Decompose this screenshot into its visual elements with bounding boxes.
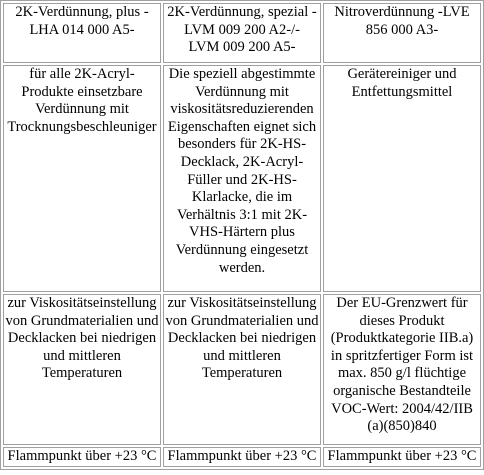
table-row-descriptions bbox=[3, 65, 481, 292]
cell-description-plus bbox=[3, 65, 161, 292]
cell-text: Nitroverdünnung -LVE 856 000 A3- bbox=[334, 4, 470, 38]
cell-text: zur Viskositätseinstellung von Grundmaterialien und Decklacken bei niedrigen und mittleren Temperaturen bbox=[165, 295, 319, 382]
cell-flashpoint-spezial bbox=[163, 447, 321, 467]
cell-flashpoint-nitro bbox=[323, 447, 481, 467]
cell-description-spezial bbox=[163, 65, 321, 292]
cell-usage-nitro bbox=[323, 294, 481, 445]
table-row-usage bbox=[3, 294, 481, 445]
cell-text: Die speziell abgestimmte Verdünnung mit viskositätsreduzierenden Eigenschaften eignet sich besonders für 2K-HS- Decklack, 2K-Acryl- Füller und 2K-HS- Klarlacke, die im Verhältnis 3:1 mit 2K- VHS-Härtern plus Verdünnung eingesetzt werden. bbox=[167, 66, 317, 276]
cell-product-name-plus bbox=[3, 3, 161, 63]
table-row-flashpoint bbox=[3, 447, 481, 467]
cell-text: Flammpunkt über +23 °C bbox=[167, 448, 317, 464]
cell-text: für alle 2K-Acryl- Produkte einsetzbare Verdünnung mit Trocknungsbeschleuniger bbox=[7, 66, 157, 135]
cell-description-nitro bbox=[323, 65, 481, 292]
cell-text: 2K-Verdünnung, spezial - LVM 009 200 A2-/- LVM 009 200 A5- bbox=[167, 4, 317, 56]
table-row-product-names bbox=[3, 3, 481, 63]
cell-usage-spezial bbox=[163, 294, 321, 445]
cell-text: Der EU-Grenzwert für dieses Produkt (Produktkategorie IIB.a) in spritzfertiger Form ist max. 850 g/l flüchtige organische Bestandteile VOC-Wert: 2004/42/IIB (a)(850)840 bbox=[330, 295, 474, 435]
cell-usage-plus bbox=[3, 294, 161, 445]
cell-product-name-spezial bbox=[163, 3, 321, 63]
cell-text: 2K-Verdünnung, plus - LHA 014 000 A5- bbox=[15, 4, 149, 38]
cell-flashpoint-plus bbox=[3, 447, 161, 467]
cell-text: Flammpunkt über +23 °C bbox=[7, 448, 157, 464]
cell-text: Flammpunkt über +23 °C bbox=[327, 448, 477, 464]
cell-text: Gerätereiniger und Entfettungsmittel bbox=[347, 66, 457, 100]
cell-product-name-nitro bbox=[323, 3, 481, 63]
cell-text: zur Viskositätseinstellung von Grundmaterialien und Decklacken bei niedrigen und mittleren Temperaturen bbox=[5, 295, 159, 382]
